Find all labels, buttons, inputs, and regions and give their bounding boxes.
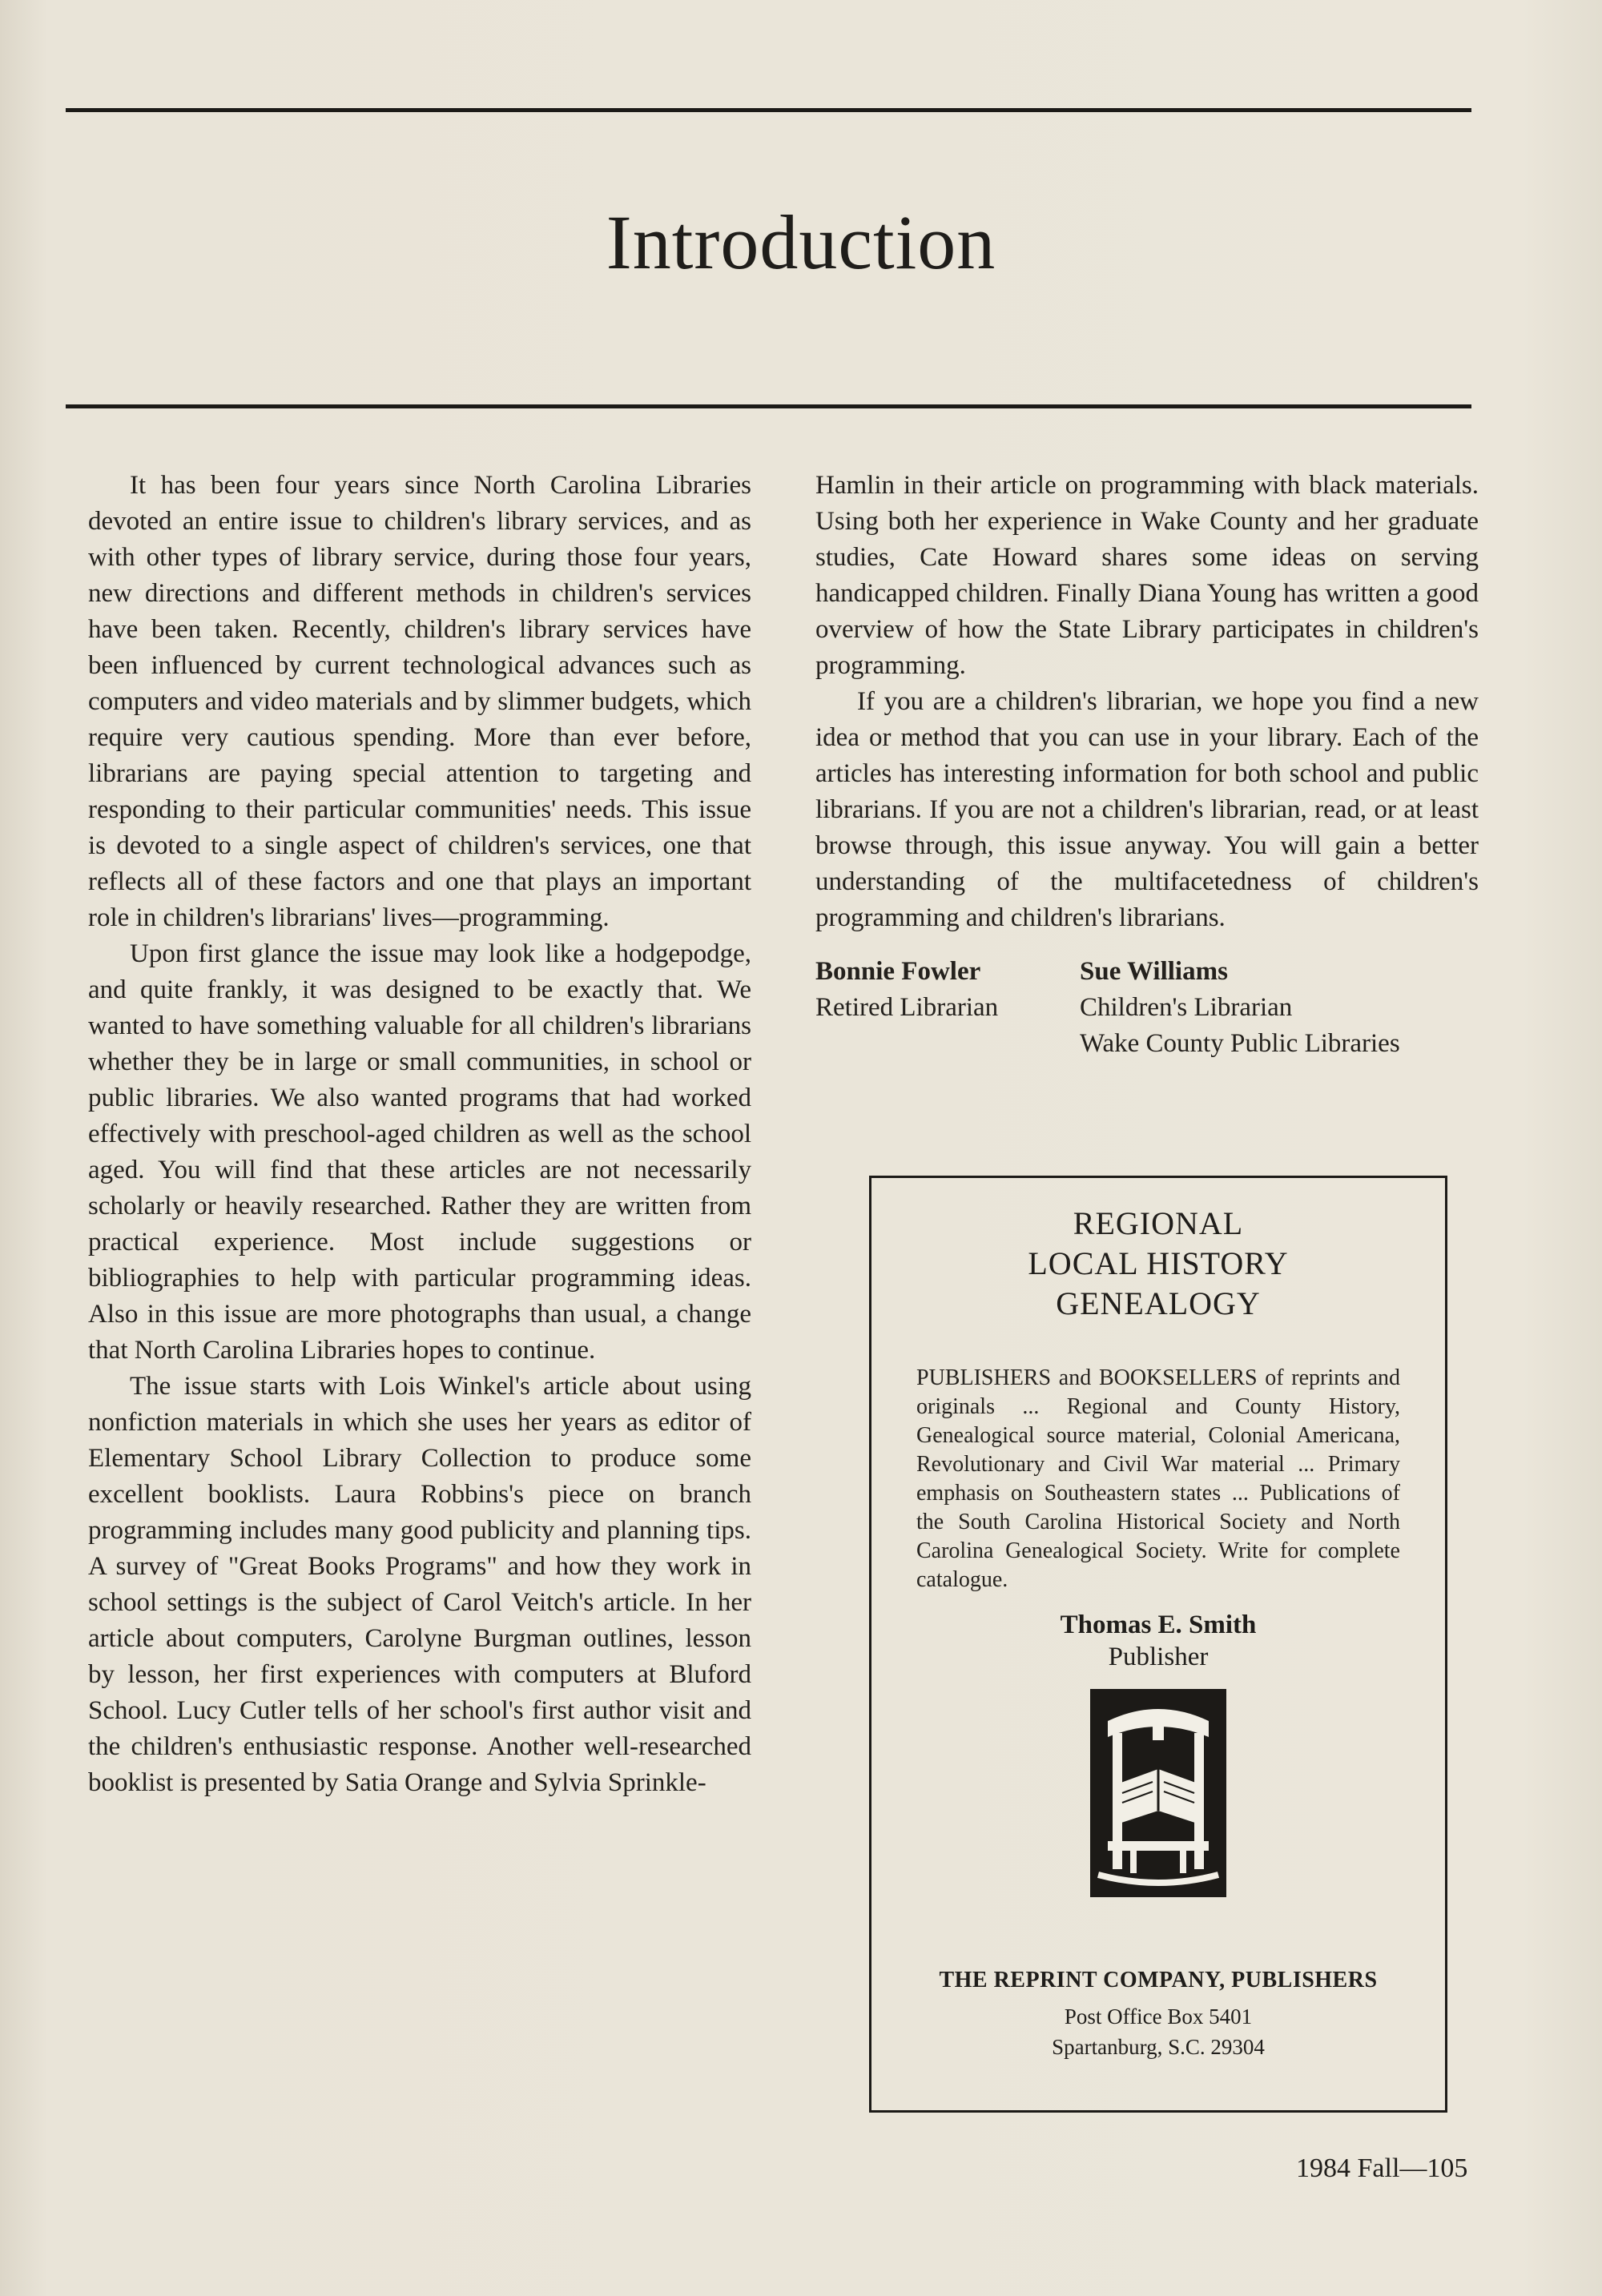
ad-heading-line: GENEALOGY (1056, 1285, 1261, 1321)
article-paragraph: The issue starts with Lois Winkel's article about using nonfiction materials in which she uses her years as editor of Elementary School Library Collection to produce some excellent booklists. Laura Robbins's piece on branch programming includes many good publicity and planning tips. A survey of "Great Books Programs" and how they work in school settings is the subject of Carol Veitch's article. In her article about computers, Carolyne Burgman outlines, lesson by lesson, her first experiences with computers at Bluford School. Lucy Cutler tells of her school's first author visit and the children's enthusiastic response. Another well-researched booklist is presented by Satia Orange and Sylvia Sprinkle- (88, 1372, 751, 1797)
author-organization: Wake County Public Libraries (1080, 1029, 1400, 1058)
page-footer: 1984 Fall—105 (1296, 2153, 1468, 2183)
ad-address (871, 2001, 1445, 2062)
header-rule-bottom (66, 404, 1471, 408)
header-rule-top (66, 108, 1471, 112)
article-paragraph: It has been four years since North Carolina Libraries devoted an entire issue to children's library services, and as with other types of library service, during those four years, new directions and different methods in children's services have been taken. Recently, children's library services have been influenced by current technological advances such as computers and video materials and by slimmer budgets, which require very cautious spending. More than ever before, librarians are paying special attention to targeting and responding to their particular communities' needs. This issue is devoted to a single aspect of children's services, one that reflects all of these factors and one that plays an important role in children's librarians' lives—programming. (88, 471, 751, 932)
article-paragraph: Upon first glance the issue may look like a hodgepodge, and quite frankly, it was designed to be exactly that. We wanted to have something valuable for all children's librarians whether they be in large or small communities, in school or public libraries. We also wanted programs that had worked effectively with preschool-aged children as well as the school aged. You will find that these articles are not necessarily scholarly or heavily researched. Rather they are written from practical experience. Most include suggestions or bibliographies to help with particular programming ideas. Also in this issue are more photographs than usual, a change that North Carolina Libraries hopes to continue. (88, 939, 751, 1365)
author-name: Bonnie Fowler (815, 957, 981, 986)
ad-contact-role: Publisher (1108, 1643, 1209, 1671)
ad-heading (871, 1204, 1445, 1324)
ad-heading-line: LOCAL HISTORY (1028, 1245, 1289, 1281)
author-name: Sue Williams (1080, 957, 1228, 986)
signature-block (815, 954, 1479, 1062)
author-title: Children's Librarian (1080, 993, 1293, 1022)
article-column-right (815, 468, 1479, 1062)
article-column-left (88, 468, 751, 1801)
article-paragraph: If you are a children's librarian, we hope you find a new idea or method that you can use in your library. Each of the articles has interesting information for both school and public librarians. If you are not a children's librarian, read, or at least browse through, this issue anyway. You will gain a better understanding of the multifacetedness of children's programming and children's librarians. (815, 687, 1479, 932)
ad-contact-name: Thomas E. Smith (1060, 1610, 1257, 1639)
ad-company-name: THE REPRINT COMPANY, PUBLISHERS (939, 1968, 1378, 1992)
ad-address-line: Spartanburg, S.C. 29304 (1052, 2035, 1265, 2059)
advertisement-box (869, 1176, 1447, 2113)
ad-heading-line: REGIONAL (1073, 1205, 1244, 1241)
author-title: Retired Librarian (815, 993, 999, 1022)
open-book-chair-logo-icon (1090, 1689, 1226, 1897)
logo-graphic (1090, 1689, 1226, 1897)
article-paragraph: Hamlin in their article on programming with black materials. Using both her experience in Wake County and her graduate studies, Cate Howard shares some ideas on serving handicapped children. Finally Diana Young has written a good overview of how the State Library participates in children's programming. (815, 471, 1479, 680)
page-title: Introduction (606, 199, 996, 285)
ad-address-line: Post Office Box 5401 (1064, 2004, 1253, 2029)
ad-body-text: PUBLISHERS and BOOKSELLERS of reprints and originals ... Regional and County History, Genealogical source material, Colonial Americana, Revolutionary and Civil War material ... Primary emphasis on Southeastern states ... Publications of the South Carolina Historical Society and North Carolina Genealogical Society. Write for complete catalogue. (916, 1365, 1400, 1592)
